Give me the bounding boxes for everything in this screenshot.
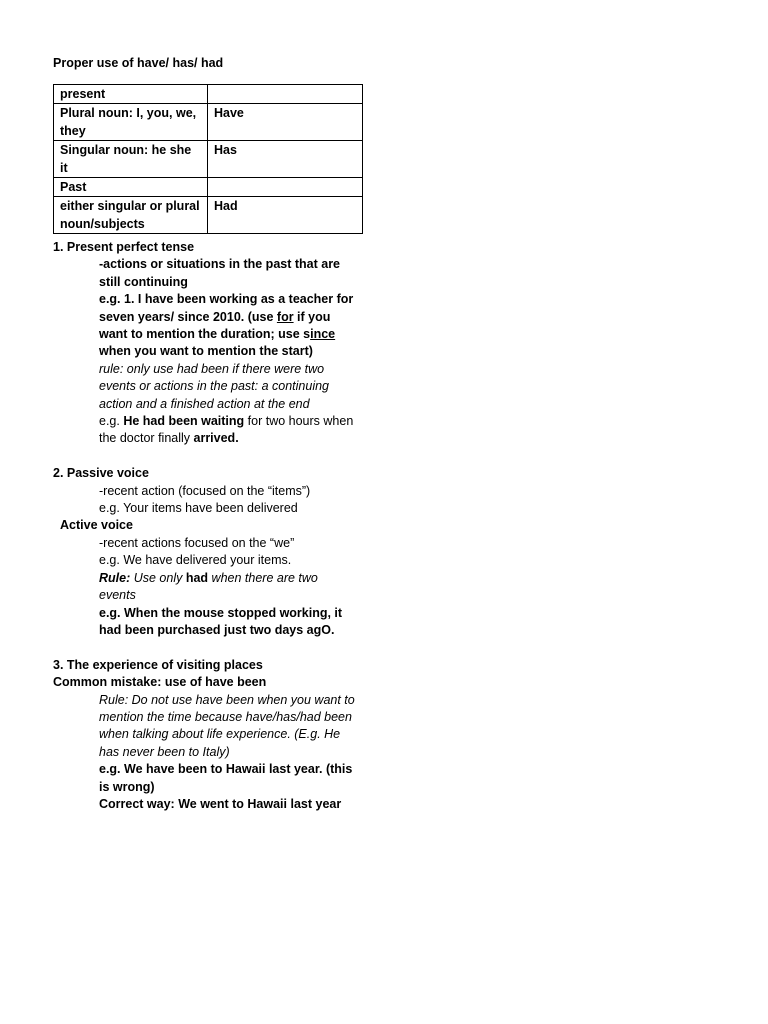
underlined-word: for bbox=[276, 309, 294, 324]
document-body bbox=[53, 239, 358, 813]
example-text: when you want to mention the start) bbox=[99, 344, 313, 359]
spacer bbox=[53, 448, 358, 465]
table-cell: Had bbox=[208, 197, 363, 234]
rule-paragraph: Rule: Do not use have been when you want to mention the time because have/has/had been when talking about life experience. (E.g. He has never been to Italy) bbox=[99, 692, 355, 759]
table-cell: Singular noun: he she it bbox=[54, 141, 208, 178]
section-description: -recent actions focused on the “we” bbox=[99, 535, 295, 550]
rule-text: when there are two events bbox=[99, 570, 318, 603]
example-paragraph: e.g. Your items have been delivered bbox=[99, 501, 298, 516]
table-row bbox=[54, 197, 363, 234]
have-has-had-table bbox=[53, 84, 363, 234]
example-text: arrived. bbox=[193, 431, 239, 446]
table-row bbox=[54, 85, 363, 104]
table-cell: either singular or plural noun/subjects bbox=[54, 197, 208, 234]
table-cell: Have bbox=[208, 104, 363, 141]
section-description: Common mistake: use of have been bbox=[53, 675, 267, 690]
spacer bbox=[53, 639, 358, 656]
example-text: e.g. bbox=[99, 414, 124, 429]
rule-label: Rule: bbox=[99, 570, 131, 585]
document-title: Proper use of have/ has/ had bbox=[53, 56, 224, 70]
example-text: e.g. 1. I have been working as a teacher for seven years/ since 2010. (use bbox=[99, 292, 354, 324]
table-cell: Past bbox=[54, 178, 208, 197]
subsection-heading: Active voice bbox=[60, 518, 133, 533]
section-description: -actions or situations in the past that are still continuing bbox=[99, 257, 341, 289]
example-paragraph: e.g. When the mouse stopped working, it had been purchased just two days agO. bbox=[99, 605, 343, 637]
example-text: if you want to mention the duration; use s bbox=[99, 309, 331, 342]
section-description: -recent action (focused on the “items”) bbox=[99, 483, 311, 498]
table-row bbox=[54, 178, 363, 197]
example-text: for two hours when the doctor finally bbox=[99, 414, 354, 446]
example-paragraph: e.g. We have delivered your items. bbox=[99, 553, 292, 568]
table-row bbox=[54, 104, 363, 141]
rule-paragraph: rule: only use had been if there were two events or actions in the past: a continuing action and a finished action at the end bbox=[99, 361, 330, 411]
example-paragraph: e.g. We have been to Hawaii last year. (this is wrong) bbox=[99, 762, 353, 794]
section-heading: 2. Passive voice bbox=[53, 466, 149, 481]
example-paragraph bbox=[53, 413, 358, 448]
underlined-word: ince bbox=[310, 327, 336, 342]
example-paragraph: Correct way: We went to Hawaii last year bbox=[99, 796, 342, 811]
table-cell: Has bbox=[208, 141, 363, 178]
section-heading: 3. The experience of visiting places bbox=[53, 657, 263, 672]
table-cell bbox=[208, 85, 363, 104]
example-text: He had been waiting bbox=[123, 414, 245, 429]
section-heading: 1. Present perfect tense bbox=[53, 240, 195, 254]
table-cell bbox=[208, 178, 363, 197]
table-cell: Plural noun: I, you, we, they bbox=[54, 104, 208, 141]
rule-text: had bbox=[185, 570, 209, 585]
table-row bbox=[54, 141, 363, 178]
example-paragraph bbox=[53, 291, 358, 361]
table-cell: present bbox=[54, 85, 208, 104]
rule-paragraph bbox=[53, 570, 358, 605]
rule-text: Use only bbox=[130, 570, 186, 585]
